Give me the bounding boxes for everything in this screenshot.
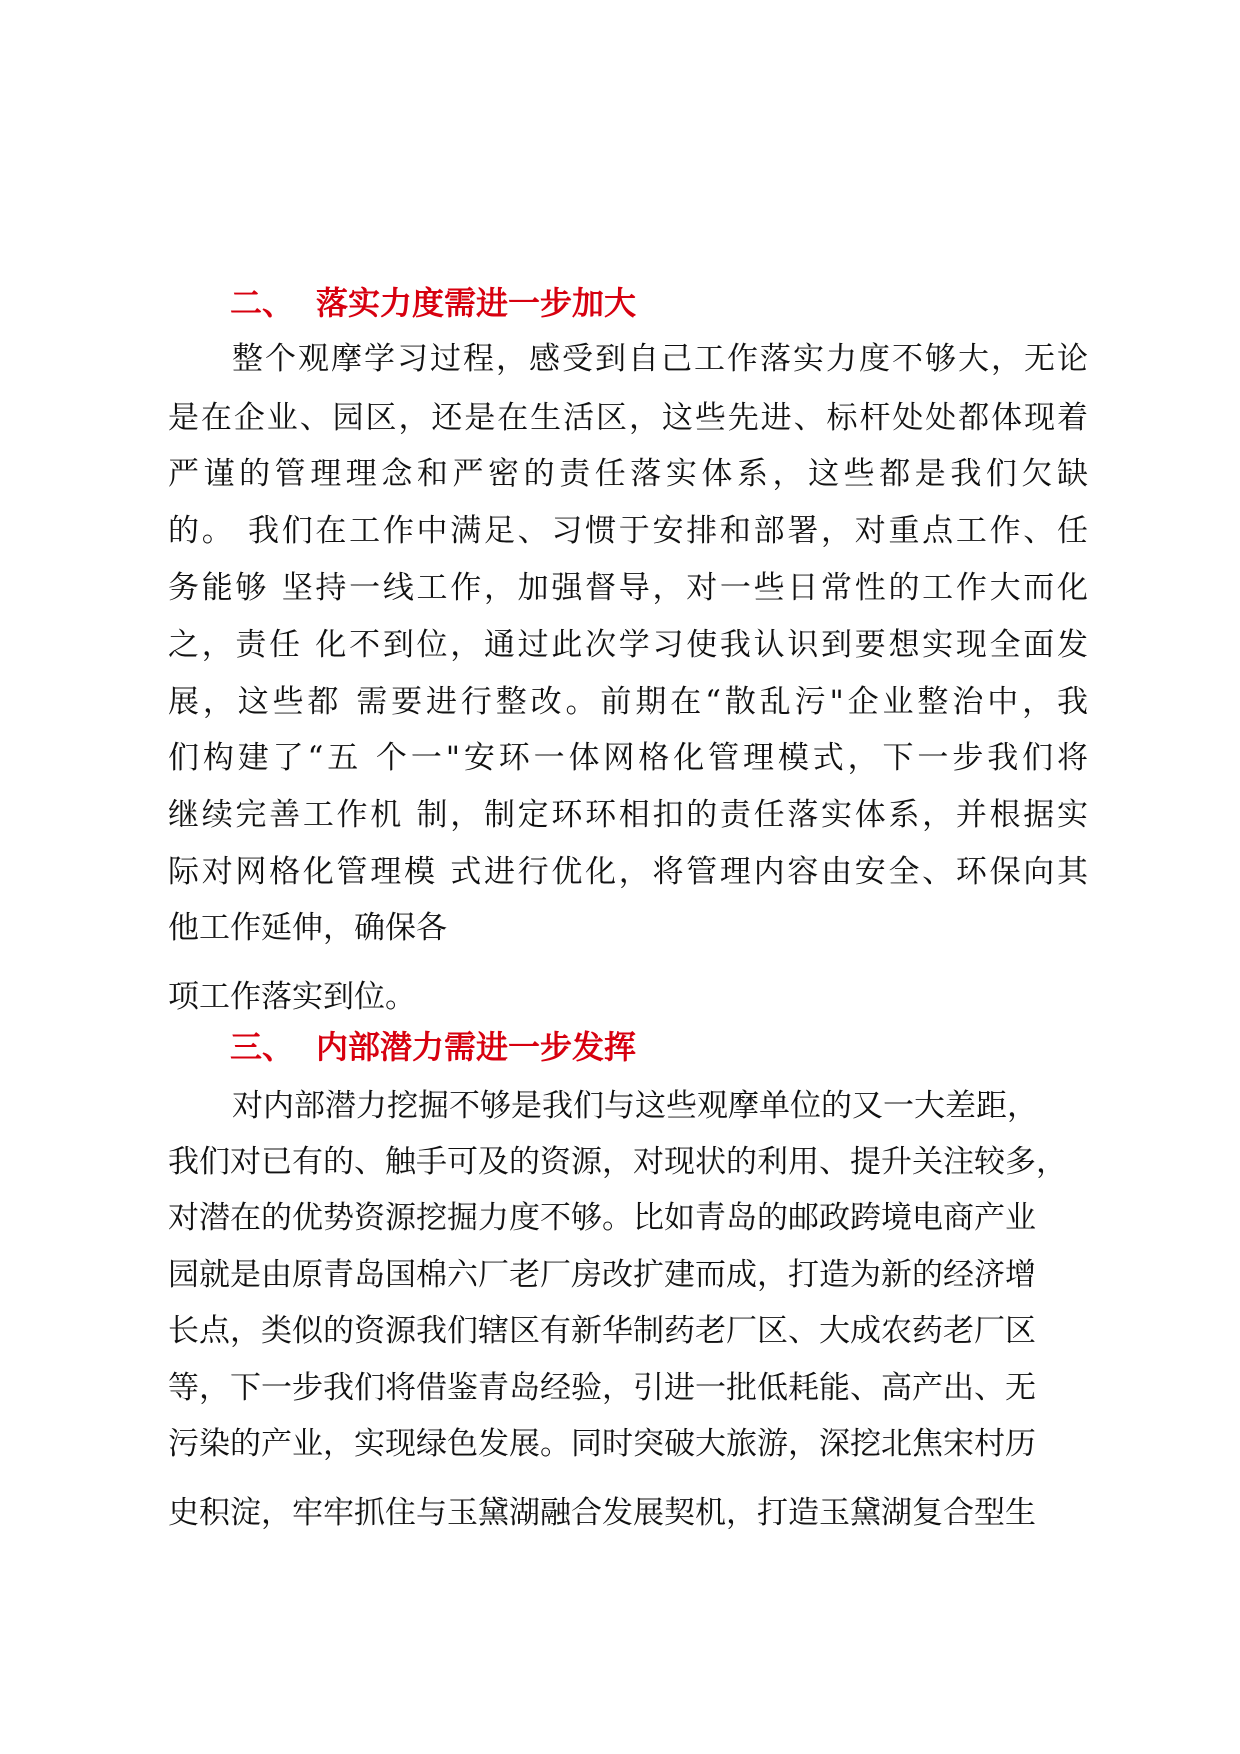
paragraph-line: 整个观摩学习过程，感受到自己工作落实力度不够大，无论	[232, 341, 1088, 377]
paragraph-line: 对内部潜力挖掘不够是我们与这些观摩单位的又一大差距，	[232, 1088, 1038, 1124]
paragraph-line: 务能够 坚持一线工作，加强督导，对一些日常性的工作大而化	[168, 570, 1088, 606]
section-heading-3	[230, 1027, 636, 1067]
paragraph-line: 继续完善工作机 制，制定环环相扣的责任落实体系，并根据实	[168, 797, 1088, 833]
paragraph-line: 是在企业、园区，还是在生活区，这些先进、标杆处处都体现着	[168, 400, 1088, 436]
paragraph-line: 对潜在的优势资源挖掘力度不够。比如青岛的邮政跨境电商产业	[168, 1200, 1036, 1236]
section-title: 内部潜力需进一步发挥	[316, 1028, 637, 1066]
paragraph-line: 的。 我们在工作中满足、习惯于安排和部署，对重点工作、任	[168, 513, 1088, 549]
section-title: 落实力度需进一步加大	[316, 284, 637, 322]
paragraph-line: 们构建了“五 个一"安环一体网格化管理模式，下一步我们将	[168, 740, 1088, 776]
paragraph-line: 等，下一步我们将借鉴青岛经验，引进一批低耗能、高产出、无	[168, 1370, 1036, 1406]
paragraph-line: 他工作延伸，确保各	[168, 910, 447, 946]
paragraph-line: 之，责任 化不到位，通过此次学习使我认识到要想实现全面发	[168, 627, 1088, 663]
paragraph-line: 项工作落实到位。	[168, 979, 416, 1015]
section-number: 三、	[230, 1028, 295, 1066]
section-number: 二、	[230, 284, 295, 322]
section-heading-2	[230, 283, 636, 323]
paragraph-line: 污染的产业，实现绿色发展。同时突破大旅游，深挖北焦宋村历	[168, 1426, 1036, 1462]
paragraph-line: 际对网格化管理模 式进行优化，将管理内容由安全、环保向其	[168, 854, 1088, 890]
paragraph-line: 我们对已有的、触手可及的资源，对现状的利用、提升关注较多，	[168, 1144, 1067, 1180]
paragraph-line: 严谨的管理理念和严密的责任落实体系，这些都是我们欠缺	[168, 456, 1088, 492]
paragraph-line: 展，这些都 需要进行整改。前期在“散乱污"企业整治中，我	[168, 684, 1088, 720]
paragraph-line: 园就是由原青岛国棉六厂老厂房改扩建而成，打造为新的经济增	[168, 1257, 1036, 1293]
paragraph-line: 长点，类似的资源我们辖区有新华制药老厂区、大成农药老厂区	[168, 1313, 1036, 1349]
paragraph-line: 史积淀，牢牢抓住与玉黛湖融合发展契机，打造玉黛湖复合型生	[168, 1495, 1036, 1531]
